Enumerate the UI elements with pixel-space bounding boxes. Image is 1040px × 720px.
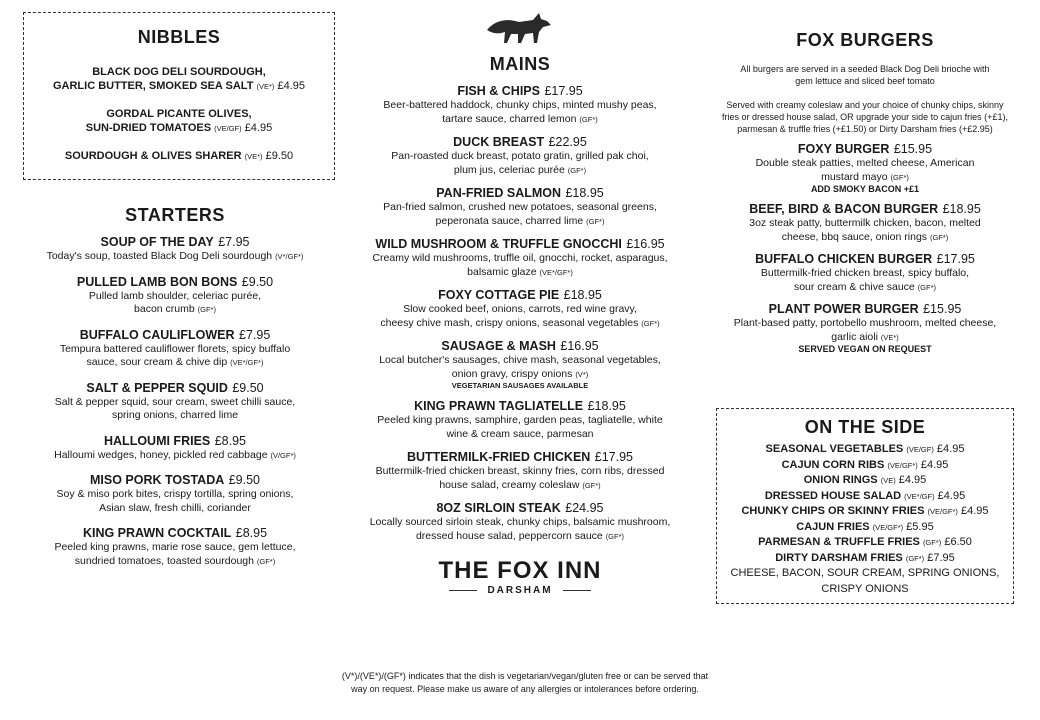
item-description-text: sundried tomatoes, toasted sourdough xyxy=(74,554,254,567)
item-description-line xyxy=(705,331,1025,345)
item-name: KING PRAWN TAGLIATELLE xyxy=(414,399,584,413)
menu-item xyxy=(705,251,1025,294)
item-name: CHUNKY CHIPS OR SKINNY FRIES xyxy=(741,505,925,517)
item-description-text: Plant-based patty, portobello mushroom, melted cheese, xyxy=(733,317,997,329)
dietary-badge: (GF*) xyxy=(905,553,925,563)
item-description-line xyxy=(705,171,1025,185)
side-item xyxy=(717,535,1013,551)
burgers-intro-1-line-2: gem lettuce and sliced beef tomato xyxy=(795,76,935,86)
side-item xyxy=(717,551,1013,567)
burgers-intro-2-line-3: parmesan & truffle fries (+£1.50) or Dirty Darsham fries (+£2.95) xyxy=(737,124,993,134)
nibbles-box xyxy=(23,12,335,180)
item-price: £16.95 xyxy=(626,237,665,251)
item-price: £17.95 xyxy=(544,84,583,98)
dietary-badge: (VE/GF) xyxy=(906,445,934,454)
item-name: CAJUN FRIES xyxy=(796,520,870,533)
item-name: BUTTERMILK-FRIED CHICKEN xyxy=(406,450,591,464)
nibble-item xyxy=(24,65,334,94)
sides-box xyxy=(716,408,1014,604)
item-price: £15.95 xyxy=(923,302,962,316)
menu-item-heading xyxy=(355,449,685,465)
starters-list xyxy=(20,234,330,568)
item-price: £8.95 xyxy=(214,433,246,448)
menu-item xyxy=(20,433,330,463)
item-price: £24.95 xyxy=(565,501,604,515)
item-description-text: Salt & pepper squid, sour cream, sweet chilli sauce, xyxy=(54,395,296,408)
dietary-badge: (GF*) xyxy=(929,232,949,242)
nibble-line xyxy=(24,65,334,79)
menu-item xyxy=(705,201,1025,244)
menu-item-heading xyxy=(20,327,330,343)
side-item xyxy=(717,473,1013,489)
menu-item-heading xyxy=(355,398,685,414)
item-description-text: Pulled lamb shoulder, celeriac purée, xyxy=(88,289,262,302)
item-name: FOXY BURGER xyxy=(797,142,890,156)
item-price: £4.95 xyxy=(960,505,989,517)
item-description-text: cheese, bbq sauce, onion rings xyxy=(781,230,928,243)
menu-item-heading xyxy=(355,185,685,201)
menu-item-heading xyxy=(355,500,685,516)
item-description-text: Pan-fried salmon, crushed new potatoes, seasonal greens, xyxy=(383,201,657,213)
item-description-text: tartare sauce, charred lemon xyxy=(442,112,577,125)
item-name: DRESSED HOUSE SALAD xyxy=(764,489,902,502)
item-description-line xyxy=(355,252,685,266)
item-description-text: Peeled king prawns, samphire, garden peas, tagliatelle, white xyxy=(377,414,663,426)
item-description-line xyxy=(705,317,1025,331)
item-description-text: onion gravy, crispy onions xyxy=(451,367,573,380)
menu-item xyxy=(355,236,685,279)
dietary-badge: (VE*) xyxy=(880,332,899,342)
menu-item-heading xyxy=(355,287,685,303)
burgers-intro-1-line-1: All burgers are served in a seeded Black Dog Deli brioche with xyxy=(740,64,990,74)
item-description-text: cheesy chive mash, crispy onions, seasonal vegetables xyxy=(380,316,639,329)
menu-item-heading xyxy=(20,525,330,541)
item-name: BUFFALO CAULIFLOWER xyxy=(79,327,235,342)
item-price: £18.95 xyxy=(565,186,604,200)
menu-item xyxy=(20,380,330,423)
dietary-badge: (VE*) xyxy=(256,82,275,91)
item-description-text: Local butcher's sausages, chive mash, seasonal vegetables, xyxy=(379,354,661,366)
menu-item-heading xyxy=(20,472,330,488)
item-description-line xyxy=(20,356,330,370)
item-description-text: Double steak patties, melted cheese, American xyxy=(755,157,975,169)
menu-item-heading xyxy=(20,234,330,250)
item-price: £9.50 xyxy=(228,473,260,487)
item-price: £4.95 xyxy=(277,80,306,92)
dietary-badge: (GF*) xyxy=(567,165,587,175)
dietary-badge: (GF*) xyxy=(917,282,937,292)
item-description-text: spring onions, charred lime xyxy=(111,409,239,421)
item-price: £8.95 xyxy=(235,526,268,540)
menu-item xyxy=(355,398,685,441)
item-description-text: Halloumi wedges, honey, pickled red cabbage xyxy=(54,448,268,461)
item-name: SAUSAGE & MASH xyxy=(441,339,556,353)
side-item xyxy=(717,458,1013,474)
menu-item xyxy=(355,500,685,543)
nibble-line xyxy=(24,107,334,121)
item-description-text: Asian slaw, fresh chilli, coriander xyxy=(99,501,251,514)
item-description-text: Pan-roasted duck breast, potato gratin, grilled pak choi, xyxy=(391,150,649,162)
item-price: £17.95 xyxy=(936,252,975,266)
item-name: KING PRAWN COCKTAIL xyxy=(82,526,232,540)
burgers-section xyxy=(705,30,1025,361)
menu-item xyxy=(20,472,330,515)
burgers-intro-2-line-2: fries or dressed house salad, OR upgrade your side to cajun fries (+£1), xyxy=(722,112,1008,122)
item-description-line xyxy=(355,113,685,127)
item-name: 8OZ SIRLOIN STEAK xyxy=(436,501,561,515)
dietary-badge: (GF*) xyxy=(922,538,942,547)
item-description-line xyxy=(705,231,1025,245)
menu-item xyxy=(355,287,685,330)
dietary-badge: (V*/GF*) xyxy=(275,252,304,261)
item-price: £18.95 xyxy=(563,288,602,302)
menu-item-heading xyxy=(705,141,1025,157)
menu-item xyxy=(355,83,685,126)
dietary-badge: (VE*/GF*) xyxy=(230,358,264,367)
mains-list xyxy=(355,83,685,543)
item-name: FOXY COTTAGE PIE xyxy=(438,288,560,302)
nibbles-list xyxy=(24,65,334,177)
item-description-line xyxy=(20,449,330,463)
item-description-line xyxy=(20,488,330,502)
item-note: VEGETARIAN SAUSAGES AVAILABLE xyxy=(451,381,589,390)
item-price: £7.95 xyxy=(239,327,271,342)
item-name: GORDAL PICANTE OLIVES, xyxy=(106,108,252,120)
item-description-text: Slow cooked beef, onions, carrots, red wine gravy, xyxy=(403,303,637,315)
item-price: £6.50 xyxy=(944,536,972,548)
item-price: £4.95 xyxy=(920,458,949,471)
item-name: HALLOUMI FRIES xyxy=(104,433,211,448)
item-description-text: Today's soup, toasted Black Dog Deli sourdough xyxy=(46,250,273,262)
mains-section xyxy=(355,10,685,596)
item-price: £7.95 xyxy=(927,551,955,564)
item-description-text: Buttermilk-fried chicken breast, spicy buffalo, xyxy=(760,267,970,279)
dietary-badge: (VE) xyxy=(880,476,896,485)
side-item xyxy=(717,489,1013,505)
item-price: £4.95 xyxy=(937,489,966,502)
item-name: DUCK BREAST xyxy=(453,135,545,149)
item-note: ADD SMOKY BACON +£1 xyxy=(810,184,920,194)
menu-item-heading xyxy=(355,338,685,354)
burgers-title: FOX BURGERS xyxy=(796,30,934,50)
menu-item-heading xyxy=(355,83,685,99)
footer-line-2: way on request. Please make us aware of any allergies or intolerances before ordering. xyxy=(351,684,699,694)
item-description-text: plum jus, celeriac purée xyxy=(453,163,565,176)
footer-note xyxy=(310,670,740,696)
item-name: SEASONAL VEGETABLES xyxy=(765,443,904,455)
item-name: SOURDOUGH & OLIVES SHARER xyxy=(64,150,242,162)
item-description-text: wine & cream sauce, parmesan xyxy=(446,427,594,440)
item-price: £16.95 xyxy=(560,339,599,353)
item-name: BLACK DOG DELI SOURDOUGH, xyxy=(92,66,266,78)
menu-item-heading xyxy=(20,274,330,290)
item-description-line xyxy=(355,317,685,331)
item-description-line xyxy=(355,368,685,382)
starters-section xyxy=(20,205,330,578)
item-description-line xyxy=(355,303,685,317)
item-price: £18.95 xyxy=(942,202,981,216)
mains-title: MAINS xyxy=(489,54,551,74)
item-price: £18.95 xyxy=(587,399,626,413)
item-description-text: Creamy wild mushrooms, truffle oil, gnocchi, rocket, asparagus, xyxy=(372,252,668,264)
side-extra-line: CHEESE, BACON, SOUR CREAM, SPRING ONIONS, xyxy=(730,567,1000,579)
item-description-line xyxy=(355,164,685,178)
brand-rule-left xyxy=(449,590,477,591)
item-name: BUFFALO CHICKEN BURGER xyxy=(755,252,933,266)
item-price: £17.95 xyxy=(594,450,633,464)
item-price: £4.95 xyxy=(898,474,927,486)
burgers-intro-1 xyxy=(705,63,1025,87)
dietary-badge: (VE/GF*) xyxy=(927,507,958,516)
item-description-text: garlic aioli xyxy=(831,330,878,343)
nibble-line xyxy=(24,79,334,94)
side-item xyxy=(717,520,1013,536)
item-description-line xyxy=(20,250,330,264)
item-description-text: 3oz steak patty, buttermilk chicken, bacon, melted xyxy=(749,217,981,229)
menu-item xyxy=(355,185,685,228)
item-description-line xyxy=(705,217,1025,231)
item-description-text: Peeled king prawns, marie rose sauce, gem lettuce, xyxy=(54,541,296,553)
item-description-text: Soy & miso pork bites, crispy tortilla, spring onions, xyxy=(56,488,294,500)
item-name: SALT & PEPPER SQUID xyxy=(86,380,228,395)
menu-item-heading xyxy=(20,433,330,449)
menu-item xyxy=(20,234,330,264)
side-extra-line: CRISPY ONIONS xyxy=(821,582,909,595)
side-item xyxy=(717,442,1013,458)
item-description-text: sauce, sour cream & chive dip xyxy=(86,356,228,368)
brand-rule-right xyxy=(563,590,591,591)
burgers-intro-2-line-1: Served with creamy coleslaw and your choice of chunky chips, skinny xyxy=(726,100,1004,110)
menu-item-heading xyxy=(705,201,1025,217)
dietary-badge: (GF*) xyxy=(586,216,605,226)
item-name: SUN-DRIED TOMATOES xyxy=(85,122,212,134)
item-description-line xyxy=(355,428,685,442)
item-name: ONION RINGS xyxy=(803,474,878,486)
nibbles-title: NIBBLES xyxy=(137,27,221,47)
item-description-line xyxy=(20,555,330,569)
item-name: WILD MUSHROOM & TRUFFLE GNOCCHI xyxy=(375,237,622,251)
menu-item-heading xyxy=(20,380,330,396)
brand-location-row xyxy=(355,585,685,596)
item-description-line xyxy=(355,465,685,479)
fox-icon xyxy=(485,10,555,48)
dietary-badge: (GF*) xyxy=(256,556,276,566)
menu-item xyxy=(20,525,330,568)
menu-item xyxy=(705,301,1025,354)
item-description-line xyxy=(20,502,330,516)
menu-item xyxy=(355,338,685,390)
item-price: £9.50 xyxy=(232,380,264,395)
item-description-line xyxy=(20,541,330,555)
menu-item xyxy=(20,327,330,370)
nibble-item xyxy=(24,149,334,164)
item-name: PLANT POWER BURGER xyxy=(768,302,919,316)
item-description-text: house salad, creamy coleslaw xyxy=(439,478,580,491)
item-price: £9.50 xyxy=(265,150,294,162)
dietary-badge: (GF*) xyxy=(197,305,216,314)
side-item xyxy=(717,504,1013,520)
dietary-badge: (V/GF*) xyxy=(270,450,296,460)
item-description-text: dressed house salad, peppercorn sauce xyxy=(415,529,603,542)
nibble-line xyxy=(24,121,334,136)
item-description-line xyxy=(355,201,685,215)
dietary-badge: (GF*) xyxy=(890,172,909,182)
menu-item xyxy=(705,141,1025,194)
starters-title: STARTERS xyxy=(125,205,225,225)
item-name: SOUP OF THE DAY xyxy=(100,235,214,249)
item-name: BEEF, BIRD & BACON BURGER xyxy=(749,202,939,216)
dietary-badge: (VE/GF) xyxy=(214,124,242,133)
item-name: DIRTY DARSHAM FRIES xyxy=(775,551,903,564)
item-note: SERVED VEGAN ON REQUEST xyxy=(798,344,932,354)
item-description-text: Buttermilk-fried chicken breast, skinny fries, corn ribs, dressed xyxy=(375,465,665,477)
item-description-line xyxy=(355,354,685,368)
item-description-text: sour cream & chive sauce xyxy=(793,280,915,293)
item-name: CAJUN CORN RIBS xyxy=(781,458,885,471)
dietary-badge: (VE/GF*) xyxy=(887,460,918,470)
sides-list xyxy=(717,442,1013,597)
dietary-badge: (V*) xyxy=(575,369,589,379)
dietary-badge: (VE/GF*) xyxy=(872,522,904,532)
item-description-line xyxy=(20,396,330,410)
menu-item-heading xyxy=(355,236,685,252)
nibble-line xyxy=(24,149,334,164)
item-description-line xyxy=(355,266,685,280)
menu-item-heading xyxy=(355,134,685,150)
item-name: MISO PORK TOSTADA xyxy=(90,473,225,487)
item-description-text: Tempura battered cauliflower florets, spicy buffalo xyxy=(59,342,291,355)
item-name: PAN-FRIED SALMON xyxy=(436,186,562,200)
menu-item xyxy=(355,134,685,177)
item-name: FISH & CHIPS xyxy=(457,84,540,98)
item-description-line xyxy=(355,99,685,113)
item-name: PARMESAN & TRUFFLE FRIES xyxy=(758,536,920,548)
item-description-text: Locally sourced sirloin steak, chunky chips, balsamic mushroom, xyxy=(369,516,671,528)
item-description-line xyxy=(705,267,1025,281)
dietary-badge: (GF*) xyxy=(605,531,625,541)
item-description-text: peperonata sauce, charred lime xyxy=(435,214,584,227)
item-description-line xyxy=(705,157,1025,171)
menu-item-heading xyxy=(705,301,1025,317)
item-description-line xyxy=(705,281,1025,295)
menu-item xyxy=(20,274,330,317)
item-description-text: balsamic glaze xyxy=(467,265,537,278)
dietary-badge: (VE*) xyxy=(244,152,263,161)
brand-location: DARSHAM xyxy=(487,585,553,596)
item-description-text: bacon crumb xyxy=(134,303,195,315)
item-description-line xyxy=(355,530,685,544)
item-price: £9.50 xyxy=(241,274,274,289)
item-name: PULLED LAMB BON BONS xyxy=(76,274,238,289)
item-description-line xyxy=(355,150,685,164)
item-description-line xyxy=(20,303,330,317)
dietary-badge: (VE*/GF*) xyxy=(539,267,573,277)
item-price: £4.95 xyxy=(936,443,965,455)
item-price: £22.95 xyxy=(548,135,587,149)
item-price: £7.95 xyxy=(218,235,250,249)
item-description-line xyxy=(355,516,685,530)
dietary-badge: (GF*) xyxy=(579,114,598,124)
brand-logo xyxy=(355,557,685,596)
item-description-line xyxy=(355,215,685,229)
item-description-text: Beer-battered haddock, chunky chips, minted mushy peas, xyxy=(383,99,657,111)
item-description-line xyxy=(355,479,685,493)
item-price: £5.95 xyxy=(906,520,934,533)
sides-title: ON THE SIDE xyxy=(804,417,926,437)
brand-name: THE FOX INN xyxy=(438,557,602,584)
nibble-item xyxy=(24,107,334,136)
item-name: GARLIC BUTTER, SMOKED SEA SALT xyxy=(52,80,254,92)
item-description-line xyxy=(355,414,685,428)
item-price: £4.95 xyxy=(244,122,273,134)
menu-item-heading xyxy=(705,251,1025,267)
item-description-line xyxy=(20,343,330,357)
item-price: £15.95 xyxy=(893,142,933,156)
footer-line-1: (V*)/(VE*)/(GF*) indicates that the dish is vegetarian/vegan/gluten free or can be served that xyxy=(341,671,709,681)
item-description-text: mustard mayo xyxy=(821,170,888,183)
burgers-list xyxy=(705,141,1025,354)
dietary-badge: (GF*) xyxy=(582,480,601,490)
burgers-intro-2 xyxy=(705,99,1025,135)
menu-item xyxy=(355,449,685,492)
item-description-line xyxy=(20,290,330,304)
dietary-badge: (VE*/GF) xyxy=(904,491,935,501)
dietary-badge: (GF*) xyxy=(641,318,660,328)
item-description-line xyxy=(20,409,330,423)
